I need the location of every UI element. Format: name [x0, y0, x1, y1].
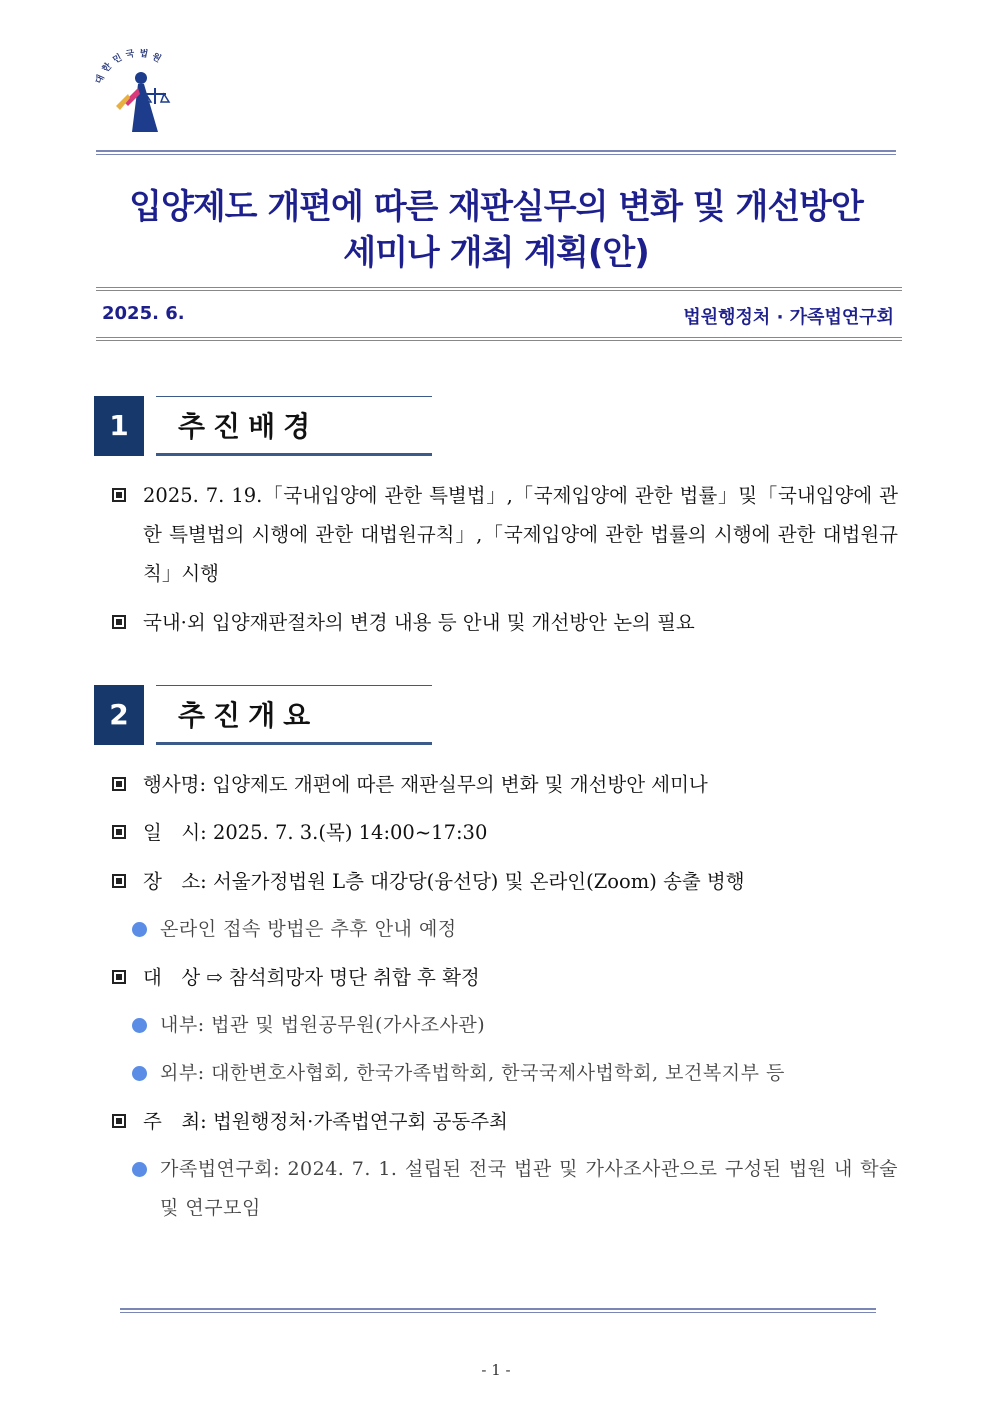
square-bullet-icon [112, 874, 126, 888]
sub-bullet-text: 가족법연구회: 2024. 7. 1. 설립된 전국 법관 및 가사조사관으로 구성된 법원 내 학술 및 연구모임 [160, 1158, 898, 1219]
footer-rule [120, 1308, 876, 1313]
logo-text: 대한민국법원 [94, 48, 166, 86]
square-bullet-icon [112, 777, 126, 791]
sub-list-item [132, 1054, 898, 1093]
square-bullet-icon [112, 970, 126, 984]
section-title-box [156, 396, 432, 456]
page-number: - 1 - [481, 1361, 511, 1379]
title-line-2: 세미나 개최 계획(안) [343, 233, 649, 273]
square-bullet-icon [112, 615, 126, 629]
section-2-heading [94, 685, 434, 745]
list-item [112, 765, 898, 804]
header-rule [96, 150, 896, 155]
document-title [60, 184, 932, 276]
svg-text:대한민국법원 [92, 47, 166, 86]
meta-rule-bottom [96, 337, 902, 341]
section-title: 추진개요 [178, 699, 319, 732]
list-item [112, 1102, 898, 1141]
event-name: 행사명: 입양제도 개편에 따른 재판실무의 변화 및 개선방안 세미나 [143, 773, 708, 796]
list-item [112, 476, 898, 593]
sub-bullet-text: 온라인 접속 방법은 추후 안내 예정 [160, 918, 457, 940]
event-datetime: 일 시: 2025. 7. 3.(목) 14:00~17:30 [143, 821, 488, 844]
circle-bullet-icon [132, 1162, 147, 1177]
square-bullet-icon [112, 1114, 126, 1128]
circle-bullet-icon [132, 1066, 147, 1081]
section-1-heading [94, 396, 434, 456]
event-venue: 장 소: 서울가정법원 L층 대강당(융선당) 및 온라인(Zoom) 송출 병행 [143, 870, 745, 893]
document-date: 2025. 6. [102, 303, 185, 324]
list-item [112, 862, 898, 901]
meta-rule-top [96, 287, 902, 291]
section-title: 추진배경 [178, 410, 319, 443]
list-item [112, 603, 898, 642]
list-item [112, 958, 898, 997]
sub-list-item [132, 1150, 898, 1228]
sub-list-item [132, 1006, 898, 1045]
section-number: 1 [94, 396, 144, 456]
bullet-text: 2025. 7. 19.「국내입양에 관한 특별법」,「국제입양에 관한 법률」및「국내입양에 관한 특별법의 시행에 관한 대법원규칙」,「국제입양에 관한 법률의 시행에 관한 대법원규칙」시행 [143, 484, 898, 585]
event-host: 주 최: 법원행정처·가족법연구회 공동주최 [143, 1110, 508, 1133]
section-title-box [156, 685, 432, 745]
bullet-text: 국내·외 입양재판절차의 변경 내용 등 안내 및 개선방안 논의 필요 [143, 611, 695, 634]
circle-bullet-icon [132, 922, 147, 937]
square-bullet-icon [112, 825, 126, 839]
document-organization: 법원행정처 · 가족법연구회 [683, 307, 894, 328]
list-item [112, 813, 898, 852]
square-bullet-icon [112, 488, 126, 502]
sub-bullet-text: 외부: 대한변호사협회, 한국가족법학회, 한국국제사법학회, 보건복지부 등 [160, 1062, 785, 1084]
circle-bullet-icon [132, 1018, 147, 1033]
court-logo [88, 44, 188, 136]
sub-bullet-text: 내부: 법관 및 법원공무원(가사조사관) [160, 1014, 486, 1036]
title-line-1: 입양제도 개편에 따른 재판실무의 변화 및 개선방안 [129, 187, 863, 227]
sub-list-item [132, 910, 898, 949]
section-number: 2 [94, 685, 144, 745]
event-target: 대 상 ⇨ 참석희망자 명단 취합 후 확정 [143, 966, 480, 989]
